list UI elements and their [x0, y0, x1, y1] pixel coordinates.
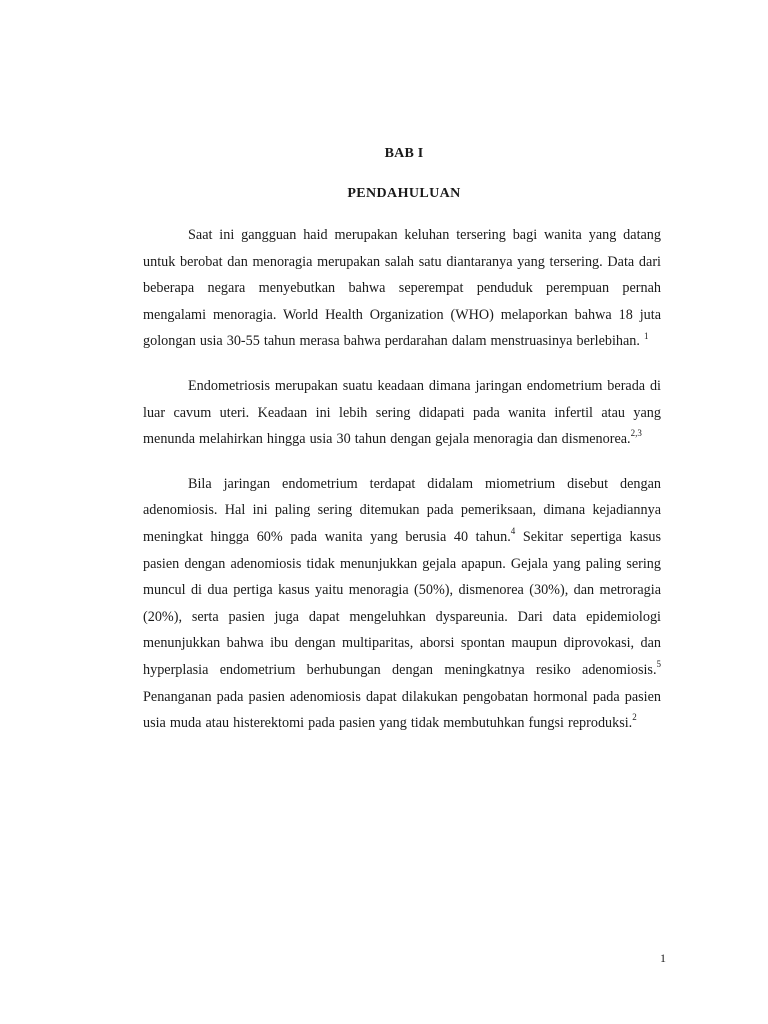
paragraph-text: Sekitar sepertiga kasus pasien dengan adenomiosis tidak menunjukkan gejala apapun. Gejala yang paling sering muncul di dua pertiga kasus yaitu menoragia (50%), dismenorea (30%), dan metroragia (20%), serta pasien juga dapat mengeluhkan dyspareunia. Dari data epidemiologi menunjukkan bahwa ibu dengan multiparitas, aborsi spontan maupun diprovokasi, dan hyperplasia endometrium berhubungan dengan meningkatnya resiko adenomiosis.: [143, 528, 661, 678]
paragraph-endometriosis: [143, 373, 661, 453]
page-number: 1: [660, 951, 666, 965]
paragraph-text: Endometriosis merupakan suatu keadaan dimana jaringan endometrium berada di luar cavum uteri. Keadaan ini lebih sering didapati pada wanita infertil atau yang menunda melahirkan hingga usia 30 tahun dengan gejala menoragia dan dismenorea.: [143, 377, 661, 448]
citation-ref: 4: [510, 526, 516, 537]
chapter-number: BAB I: [384, 146, 424, 161]
body-text: [143, 222, 661, 755]
citation-ref: 5: [656, 659, 661, 670]
citation-ref: 1: [644, 330, 649, 341]
paragraph-text: Bila jaringan endometrium terdapat didalam miometrium disebut dengan adenomiosis. Hal ini paling sering ditemukan pada pemeriksaan, dimana kejadiannya meningkat hingga 60% pada wanita yang berusia 40 tahun.: [143, 475, 661, 545]
chapter-title: PENDAHULUAN: [347, 186, 461, 201]
citation-ref: 2,3: [630, 428, 642, 439]
citation-ref: 2: [632, 712, 637, 723]
paragraph-menoragia: [143, 222, 661, 355]
paragraph-text: Saat ini gangguan haid merupakan keluhan tersering bagi wanita yang datang untuk berobat dan menoragia merupakan salah satu diantaranya yang tersering. Data dari beberapa negara menyebutkan bahwa seperempat penduduk perempuan pernah mengalami menoragia. World Health Organization (WHO) melaporkan bahwa 18 juta golongan usia 30-55 tahun merasa bahwa perdarahan dalam menstruasinya berlebihan.: [143, 227, 661, 350]
paragraph-text: Penanganan pada pasien adenomiosis dapat dilakukan pengobatan hormonal pada pasien usia muda atau histerektomi pada pasien yang tidak membutuhkan fungsi reproduksi.: [143, 688, 661, 732]
paragraph-adenomiosis: [143, 471, 661, 737]
